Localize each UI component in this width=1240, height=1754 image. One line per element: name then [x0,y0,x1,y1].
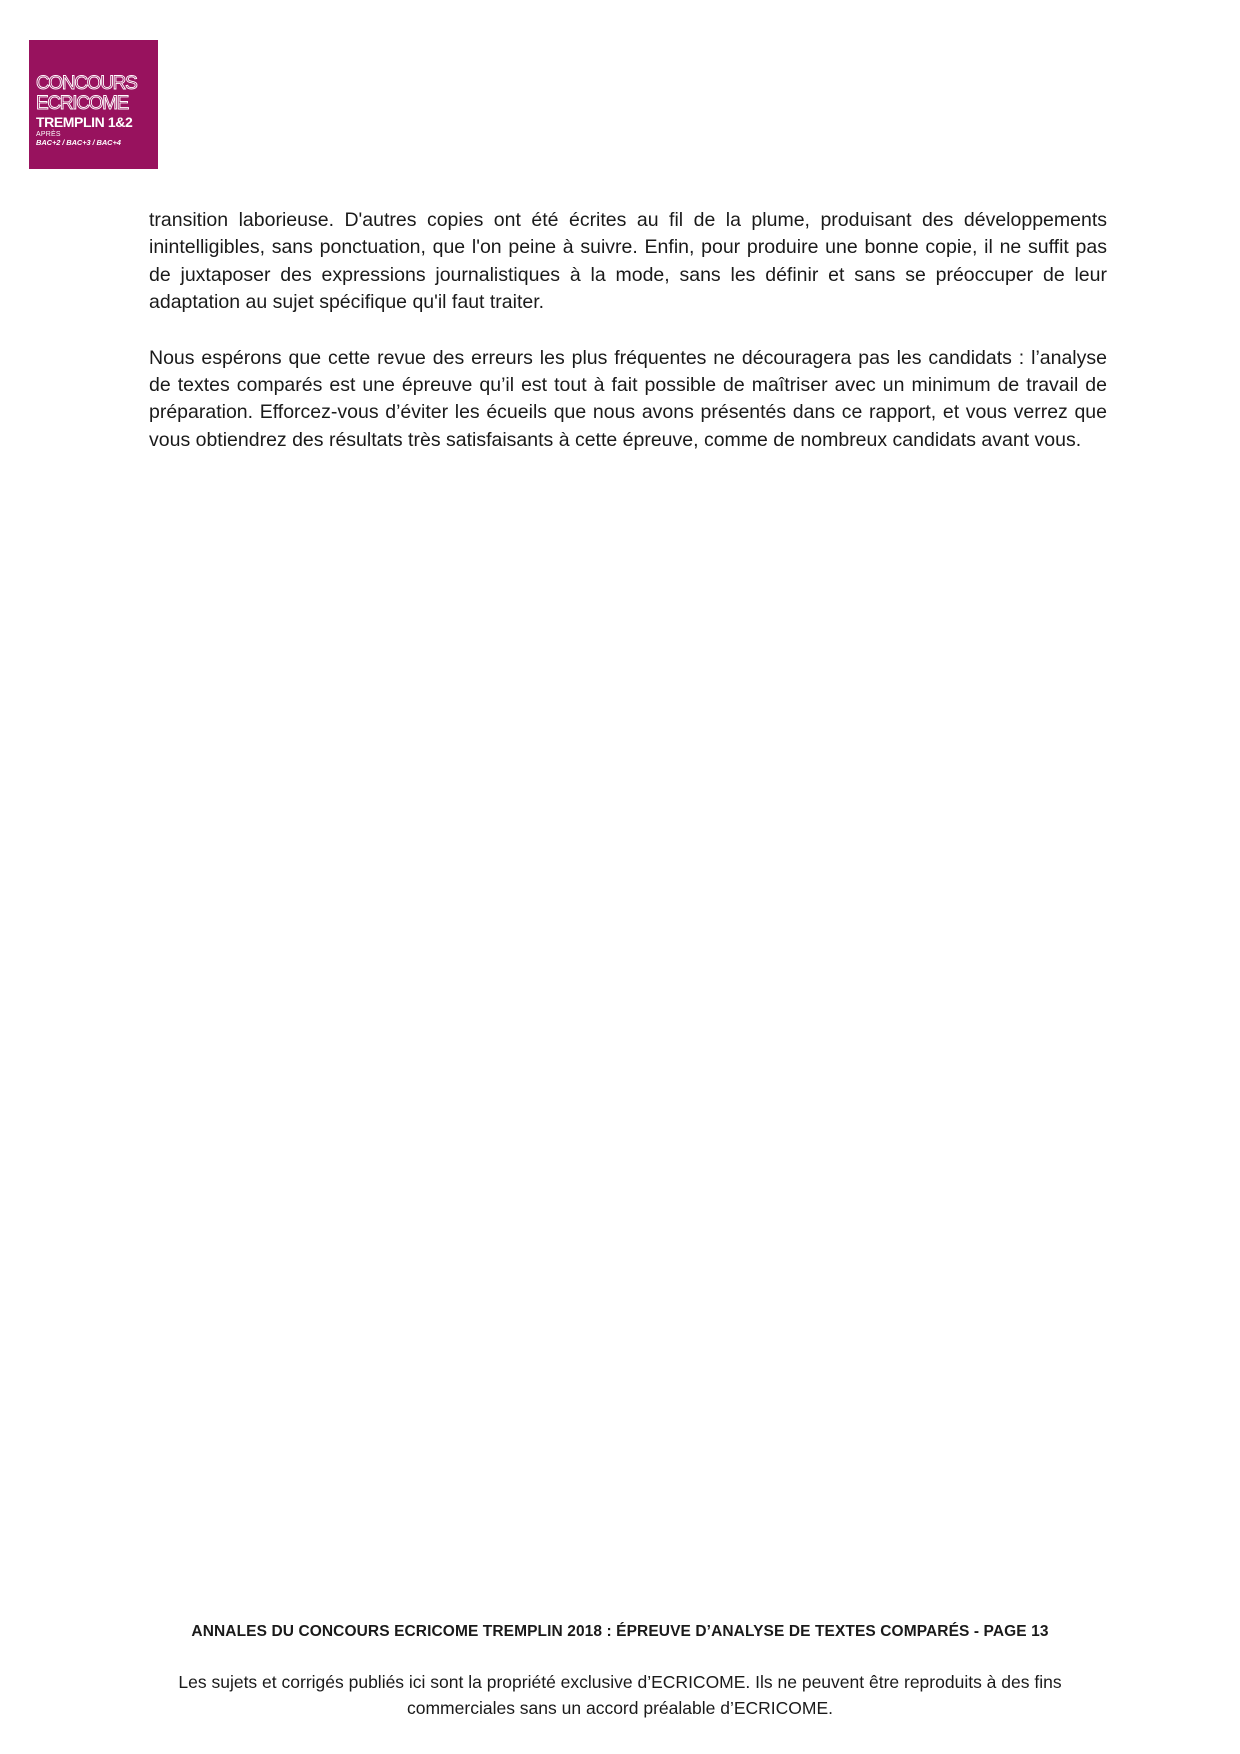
logo-text-levels: BAC+2 / BAC+3 / BAC+4 [36,138,121,147]
paragraph: transition laborieuse. D'autres copies ont été écrites au fil de la plume, produisant des développements inintelligibles, sans ponctuation, que l'on peine à suivre. Enfin, pour produire une bonne copie, il ne suffit pas de juxtaposer des expressions journalistiques à la mode, sans les définir et sans se préoccuper de leur adaptation au sujet spécifique qu'il faut traiter. [149,209,1107,314]
logo-text-ecricome: ECRICOME [36,93,128,114]
ecricome-logo [29,40,158,169]
page-footer-title: ANNALES DU CONCOURS ECRICOME TREMPLIN 2018 : ÉPREUVE D’ANALYSE DE TEXTES COMPARÉS - PAGE 13 [191,1623,1049,1640]
page-footer-note: Les sujets et corrigés publiés ici sont la propriété exclusive d’ECRICOME. Ils ne peuvent être reproduits à des fins commerciales sans un accord préalable d’ECRICOME. [178,1672,1062,1718]
logo-text-tremplin: TREMPLIN 1&2 [36,114,133,130]
document-body [149,207,1107,482]
logo-text-apres: APRÈS [36,131,61,138]
logo-text-concours: CONCOURS [36,73,137,94]
paragraph: Nous espérons que cette revue des erreurs les plus fréquentes ne découragera pas les candidats : l’analyse de textes comparés est une épreuve qu’il est tout à fait possible de maîtriser avec un minimum de travail de préparation. Efforcez-vous d’éviter les écueils que nous avons présentés dans ce rapport, et vous verrez que vous obtiendrez des résultats très satisfaisants à cette épreuve, comme de nombreux candidats avant vous. [149,346,1107,451]
